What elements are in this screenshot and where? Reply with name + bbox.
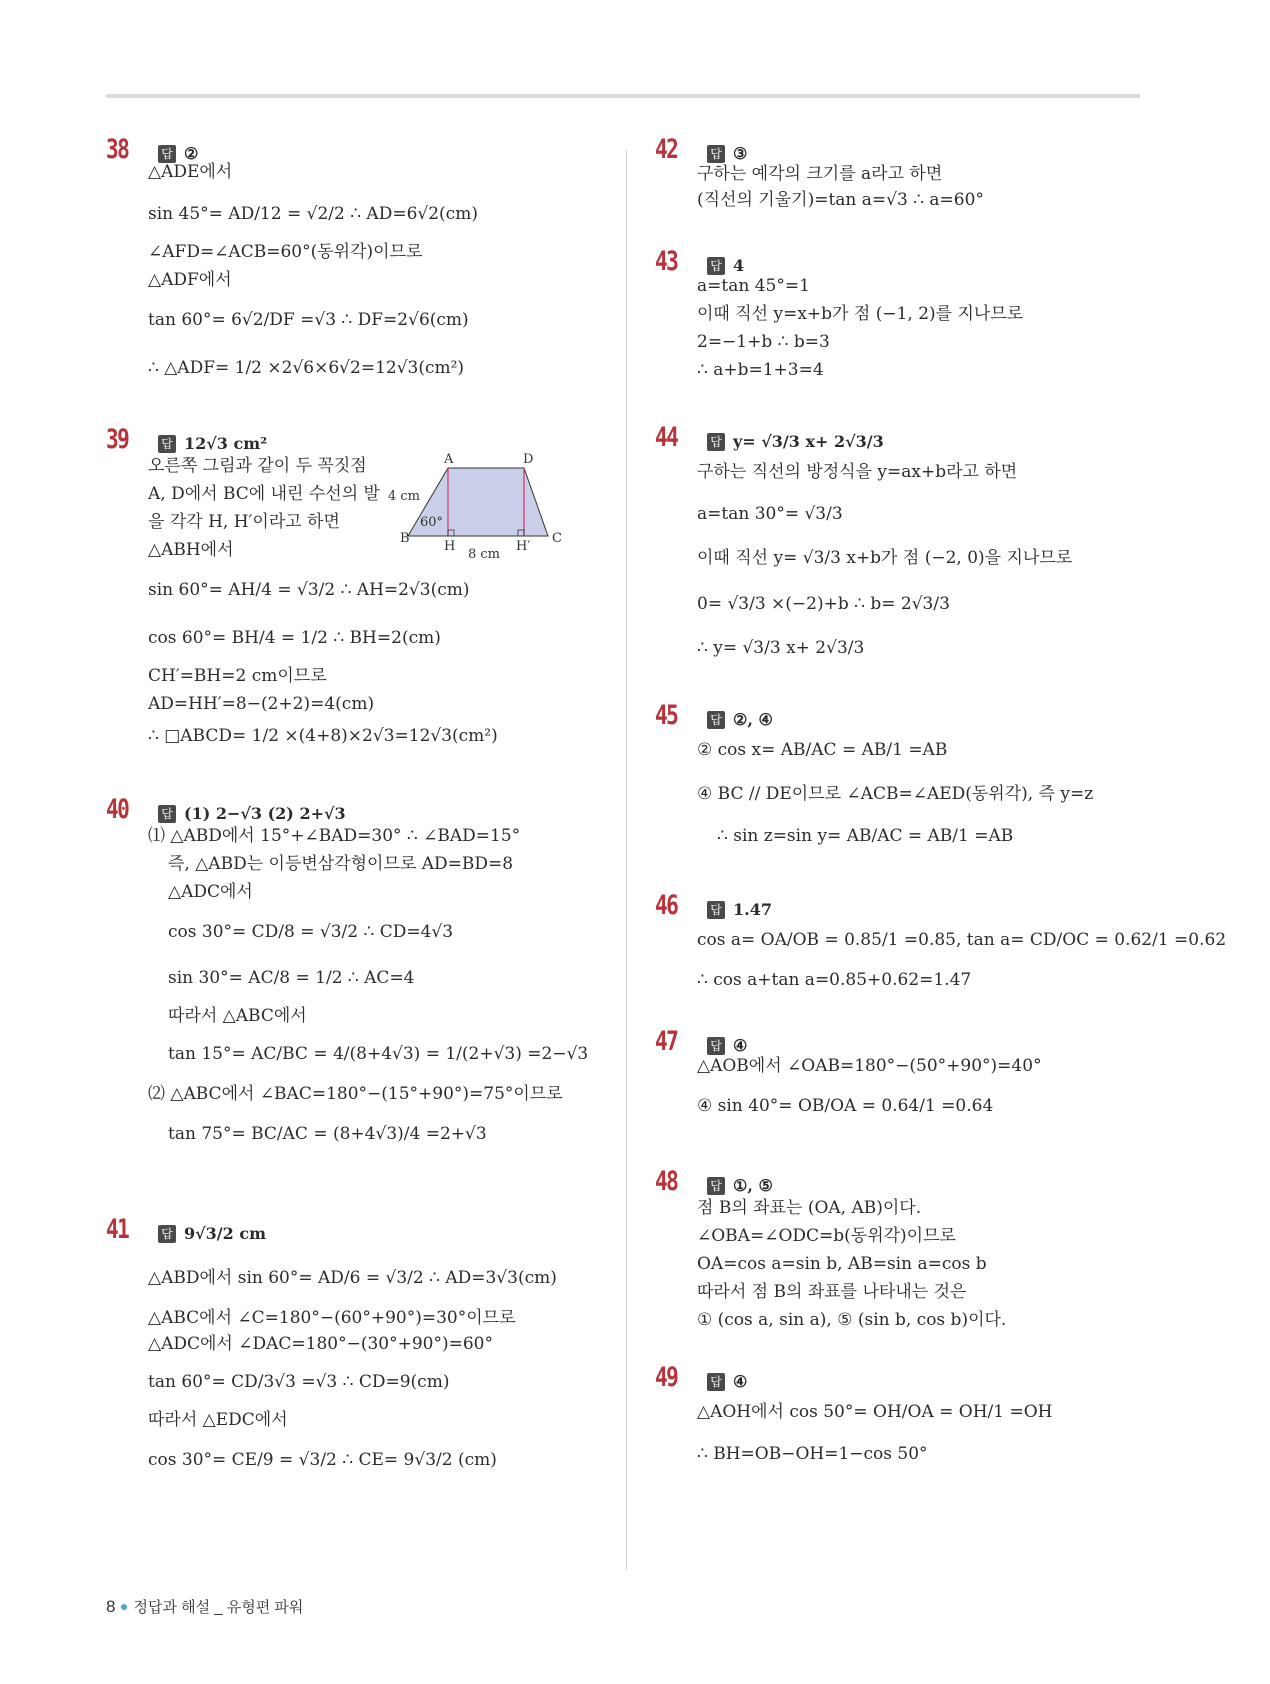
problem-number: 40 [106,794,129,825]
solution-line: CH′=BH=2 cm이므로 [148,666,327,686]
solution-line: ∠AFD=∠ACB=60°(동위각)이므로 [148,242,423,262]
solution-line: ∴ BH=OB−OH=1−cos 50° [697,1444,928,1464]
solution-line: 이때 직선 y= √3/3 x+b가 점 (−2, 0)을 지나므로 [697,548,1073,568]
footer-title: 정답과 해설 _ 유형편 파워 [133,1599,304,1616]
answer-badge: 답 [707,1373,725,1391]
solution-line: 을 각각 H, H′이라고 하면 [148,512,340,532]
problem-number: 41 [106,1214,129,1245]
solution-line: △ABC에서 ∠C=180°−(60°+90°)=30°이므로 [148,1308,516,1328]
answer-value: 12√3 cm² [184,434,268,453]
answer-badge: 답 [158,805,176,823]
solution-line: AD=HH′=8−(2+2)=4(cm) [148,694,375,714]
solution-line: ④ sin 40°= OB/OA = 0.64/1 =0.64 [697,1096,994,1116]
top-rule [106,94,1140,98]
answer-line [707,1036,747,1055]
problem-number: 39 [106,424,129,455]
solution-line: ① (cos a, sin a), ⑤ (sin b, cos b)이다. [697,1310,1007,1330]
solution-line: cos 30°= CD/8 = √3/2 ∴ CD=4√3 [168,922,454,942]
solution-line: ② cos x= AB/AC = AB/1 =AB [697,740,948,760]
answer-line [707,710,773,729]
solution-line: △ABD에서 sin 60°= AD/6 = √3/2 ∴ AD=3√3(cm) [148,1268,557,1288]
solution-line: cos 60°= BH/4 = 1/2 ∴ BH=2(cm) [148,628,441,648]
solution-line: sin 60°= AH/4 = √3/2 ∴ AH=2√3(cm) [148,580,470,600]
solution-line: sin 30°= AC/8 = 1/2 ∴ AC=4 [168,968,415,988]
solution-line: 점 B의 좌표는 (OA, AB)이다. [697,1198,922,1218]
solution-line: A, D에서 BC에 내린 수선의 발 [148,484,380,504]
label-h-prime: H′ [516,539,531,554]
solution-line: 이때 직선 y=x+b가 점 (−1, 2)를 지나므로 [697,304,1024,324]
solution-line: sin 45°= AD/12 = √2/2 ∴ AD=6√2(cm) [148,204,478,224]
trapezoid-figure [388,450,606,562]
problem-number: 44 [655,422,678,453]
answer-badge: 답 [158,435,176,453]
answer-badge: 답 [707,433,725,451]
solution-line: ∴ cos a+tan a=0.85+0.62=1.47 [697,970,972,990]
solution-line: ∴ y= √3/3 x+ 2√3/3 [697,638,865,658]
solution-line: 구하는 직선의 방정식을 y=ax+b라고 하면 [697,462,1018,482]
answer-line [707,256,744,275]
solution-line: ∠OBA=∠ODC=b(동위각)이므로 [697,1226,956,1246]
answer-line [707,900,772,919]
solution-line: cos a= OA/OB = 0.85/1 =0.85, tan a= CD/OC = 0.62/1 =0.62 [697,930,1227,950]
solution-line: 즉, △ABD는 이등변삼각형이므로 AD=BD=8 [168,854,514,874]
answer-value: 4 [733,256,745,275]
answer-value: ②, ④ [733,710,773,729]
label-angle: 60° [420,515,444,530]
solution-line: △AOB에서 ∠OAB=180°−(50°+90°)=40° [697,1056,1042,1076]
solution-line: △ADF에서 [148,270,232,290]
answer-badge: 답 [707,711,725,729]
answer-value: ② [184,144,199,163]
answer-badge: 답 [707,145,725,163]
bullet-dot-icon [121,1604,127,1610]
answer-line [158,144,198,163]
solution-line: a=tan 30°= √3/3 [697,504,843,524]
solution-line: OA=cos a=sin b, AB=sin a=cos b [697,1254,987,1274]
label-d: D [523,452,534,467]
answer-value: (1) 2−√3 (2) 2+√3 [184,804,346,823]
answer-value: ④ [733,1036,748,1055]
label-a: A [444,452,454,467]
answer-badge: 답 [707,1037,725,1055]
problem-number: 47 [655,1026,678,1057]
answer-badge: 답 [707,1177,725,1195]
label-h: H [444,539,456,554]
solution-line: 0= √3/3 ×(−2)+b ∴ b= 2√3/3 [697,594,950,614]
label-c: C [552,531,562,546]
label-base: 8 cm [468,547,501,562]
answer-value: 1.47 [733,900,772,919]
answer-line [158,804,346,823]
solution-line: 오른쪽 그림과 같이 두 꼭짓점 [148,456,367,476]
answer-value: ①, ⑤ [733,1176,773,1195]
answer-line [707,1176,773,1195]
solution-line: △ADC에서 [168,882,253,902]
answer-line [707,432,884,451]
solution-line: ∴ □ABCD= 1/2 ×(4+8)×2√3=12√3(cm²) [148,726,498,746]
answer-badge: 답 [707,257,725,275]
problem-number: 46 [655,890,678,921]
answer-badge: 답 [707,901,725,919]
problem-number: 48 [655,1166,678,1197]
column-divider [626,150,627,1570]
solution-line: 구하는 예각의 크기를 a라고 하면 [697,164,943,184]
solution-line: 따라서 △ABC에서 [168,1006,307,1026]
problem-number: 38 [106,134,129,165]
solution-line: ∴ a+b=1+3=4 [697,360,824,380]
solution-line: tan 60°= CD/3√3 =√3 ∴ CD=9(cm) [148,1372,450,1392]
solution-line: △AOH에서 cos 50°= OH/OA = OH/1 =OH [697,1402,1053,1422]
answer-value: y= √3/3 x+ 2√3/3 [733,432,884,451]
answer-line [707,144,747,163]
solution-line: 2=−1+b ∴ b=3 [697,332,830,352]
problem-number: 45 [655,700,678,731]
solution-line: ⑵ △ABC에서 ∠BAC=180°−(15°+90°)=75°이므로 [148,1084,563,1104]
solution-line: ∴ sin z=sin y= AB/AC = AB/1 =AB [717,826,1014,846]
solution-line: 따라서 점 B의 좌표를 나타내는 것은 [697,1282,967,1302]
answer-value: ③ [733,144,748,163]
solution-line: △ADE에서 [148,162,233,182]
solution-line: ⑴ △ABD에서 15°+∠BAD=30° ∴ ∠BAD=15° [148,826,521,846]
solution-line: (직선의 기울기)=tan a=√3 ∴ a=60° [697,190,984,210]
answer-line [158,1224,266,1243]
answer-value: 9√3/2 cm [184,1224,266,1243]
solution-line: tan 15°= AC/BC = 4/(8+4√3) = 1/(2+√3) =2−√3 [168,1044,589,1064]
answer-value: ④ [733,1372,748,1391]
answer-badge: 답 [158,1225,176,1243]
answer-badge: 답 [158,145,176,163]
problem-number: 42 [655,134,678,165]
solution-line: 따라서 △EDC에서 [148,1410,288,1430]
problem-number: 49 [655,1362,678,1393]
answer-line [158,434,267,453]
page-footer [106,1596,303,1617]
solution-line: △ADC에서 ∠DAC=180°−(30°+90°)=60° [148,1334,493,1354]
solution-line: tan 60°= 6√2/DF =√3 ∴ DF=2√6(cm) [148,310,469,330]
solution-line: ④ BC // DE이므로 ∠ACB=∠AED(동위각), 즉 y=z [697,784,1094,804]
solution-line: cos 30°= CE/9 = √3/2 ∴ CE= 9√3/2 (cm) [148,1450,497,1470]
solution-line: tan 75°= BC/AC = (8+4√3)/4 =2+√3 [168,1124,487,1144]
answer-line [707,1372,747,1391]
solution-line: a=tan 45°=1 [697,276,810,296]
problem-number: 43 [655,246,678,277]
solution-line: ∴ △ADF= 1/2 ×2√6×6√2=12√3(cm²) [148,358,465,378]
page-number: 8 [106,1596,116,1616]
label-b: B [400,531,410,546]
solution-line: △ABH에서 [148,540,234,560]
label-side: 4 cm [388,489,421,504]
